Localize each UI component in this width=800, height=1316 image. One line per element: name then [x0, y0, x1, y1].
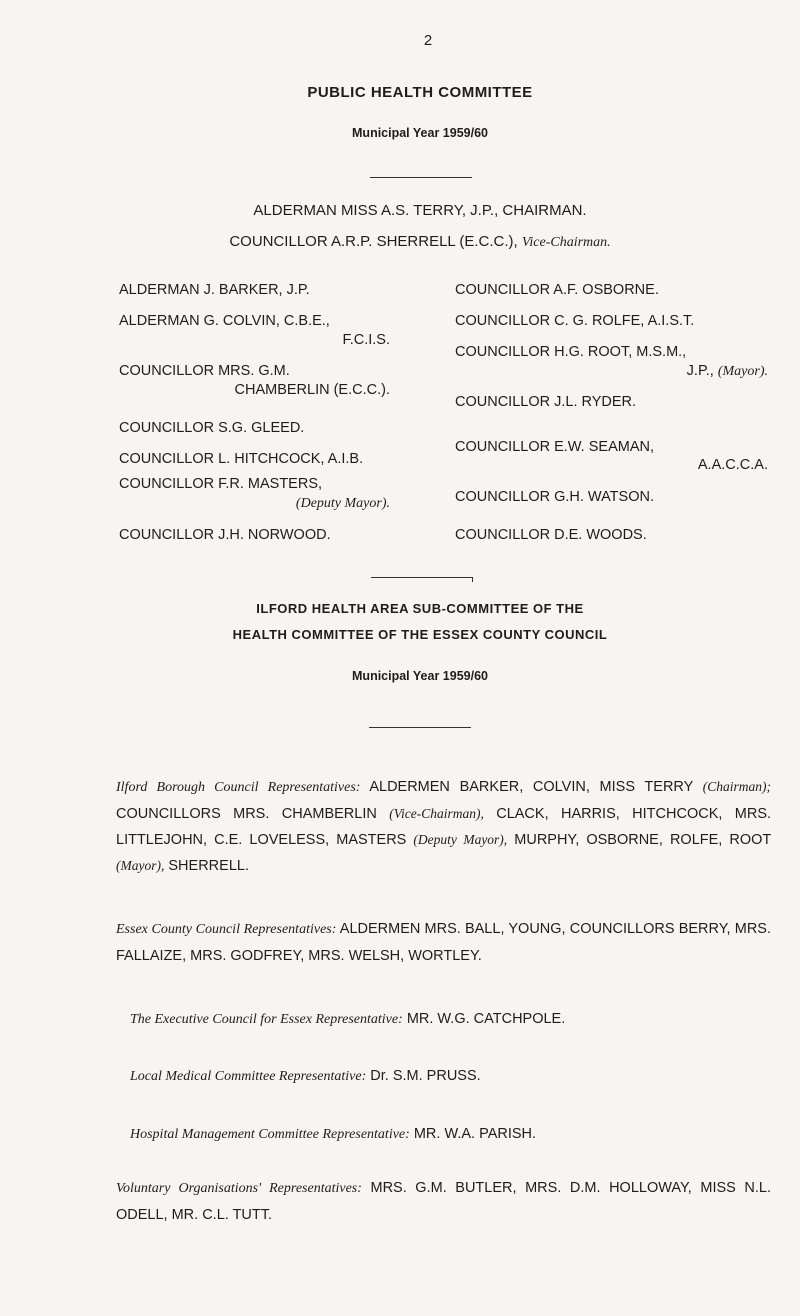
medical-label: Local Medical Committee Representative: [130, 1069, 367, 1084]
page-title: PUBLIC HEALTH COMMITTEE [307, 84, 533, 101]
member-root: COUNCILLOR H.G. ROOT, M.S.M., [455, 344, 687, 360]
left-members [0, 0, 400, 560]
executive-representative [130, 1006, 770, 1033]
ilford-text-2: COUNCILLORS MRS. CHAMBERLIN [116, 806, 377, 822]
member-root-jp: J.P., [686, 363, 714, 379]
member-chamberlin: COUNCILLOR MRS. G.M. [119, 363, 290, 379]
member-chamberlin-cont: CHAMBERLIN (E.C.C.). [234, 382, 390, 398]
subcommittee-title-line-1: ILFORD HEALTH AREA SUB-COMMITTEE OF THE [256, 601, 584, 616]
voluntary-representatives [116, 1175, 771, 1228]
ilford-text-3: CLACK, HARRIS, HITCHCOCK, MRS. LITTLEJOHN, C.E. LOVELESS, MASTERS [116, 806, 772, 848]
member-seaman-cont: A.A.C.C.A. [697, 457, 768, 473]
chairman-line: ALDERMAN MISS A.S. TERRY, J.P., CHAIRMAN. [253, 202, 587, 219]
member-woods: COUNCILLOR D.E. WOODS. [455, 527, 647, 543]
member-watson: COUNCILLOR G.H. WATSON. [455, 489, 654, 505]
executive-label: The Executive Council for Essex Representative: [130, 1012, 403, 1027]
medical-representative [130, 1063, 770, 1090]
executive-text: MR. W.G. CATCHPOLE. [406, 1011, 566, 1027]
right-members [400, 0, 800, 560]
member-masters: COUNCILLOR F.R. MASTERS, [119, 476, 323, 492]
ilford-text-5: SHERRELL. [168, 858, 249, 874]
member-ryder: COUNCILLOR J.L. RYDER. [455, 394, 637, 410]
member-osborne: COUNCILLOR A.F. OSBORNE. [455, 282, 659, 298]
subcommittee-year: Municipal Year 1959/60 [352, 669, 488, 683]
ilford-mayor-note: (Mayor), [116, 858, 165, 873]
page-number: 2 [423, 32, 433, 49]
ilford-text-4: MURPHY, OSBORNE, ROLFE, ROOT [514, 832, 772, 848]
hospital-text: MR. W.A. PARISH. [413, 1126, 537, 1142]
member-masters-cont [296, 494, 390, 513]
ilford-chairman-note: (Chairman); [702, 779, 771, 794]
divider-2 [371, 577, 473, 578]
member-barker: ALDERMAN J. BARKER, J.P. [119, 282, 310, 298]
voluntary-text: MRS. G.M. BUTLER, MRS. D.M. HOLLOWAY, MISS N.L. ODELL, MR. C.L. TUTT. [116, 1180, 771, 1223]
member-seaman: COUNCILLOR E.W. SEAMAN, [455, 439, 655, 455]
vice-chairman-name: COUNCILLOR A.R.P. SHERRELL (E.C.C.), [229, 233, 518, 250]
member-rolfe: COUNCILLOR C. G. ROLFE, A.I.S.T. [455, 313, 695, 329]
member-colvin-cont: F.C.I.S. [342, 332, 390, 348]
ilford-text-1: ALDERMEN BARKER, COLVIN, MISS TERRY [369, 779, 694, 795]
mayor-note: (Mayor). [717, 364, 768, 379]
voluntary-label: Voluntary Organisations' Representatives: [116, 1181, 362, 1196]
essex-representatives [116, 916, 771, 969]
member-norwood: COUNCILLOR J.H. NORWOOD. [119, 527, 331, 543]
ilford-vice-chairman-note: (Vice-Chairman), [389, 806, 484, 821]
divider-3 [369, 727, 471, 728]
ilford-label: Ilford Borough Council Representatives: [116, 780, 361, 795]
member-gleed: COUNCILLOR S.G. GLEED. [119, 420, 305, 436]
member-root-cont [687, 362, 768, 381]
ilford-deputy-mayor-note: (Deputy Mayor), [413, 832, 508, 847]
hospital-label: Hospital Management Committee Representative: [130, 1127, 410, 1142]
municipal-year: Municipal Year 1959/60 [352, 126, 488, 140]
member-hitchcock: COUNCILLOR L. HITCHCOCK, A.I.B. [119, 451, 364, 467]
hospital-representative [130, 1121, 770, 1148]
vice-chairman-role: Vice-Chairman. [521, 235, 611, 250]
member-colvin: ALDERMAN G. COLVIN, C.B.E., [119, 313, 330, 329]
essex-label: Essex County Council Representatives: [116, 922, 337, 937]
subcommittee-title-line-2: HEALTH COMMITTEE OF THE ESSEX COUNTY COUNCIL [232, 627, 608, 642]
ilford-representatives [116, 774, 771, 879]
divider-2-tick [472, 577, 473, 582]
deputy-mayor-note: (Deputy Mayor). [295, 496, 390, 511]
essex-text: ALDERMEN MRS. BALL, YOUNG, COUNCILLORS BERRY, MRS. FALLAIZE, MRS. GODFREY, MRS. WELSH, WORTLEY. [116, 921, 771, 964]
medical-text: Dr. S.M. PRUSS. [370, 1068, 481, 1084]
